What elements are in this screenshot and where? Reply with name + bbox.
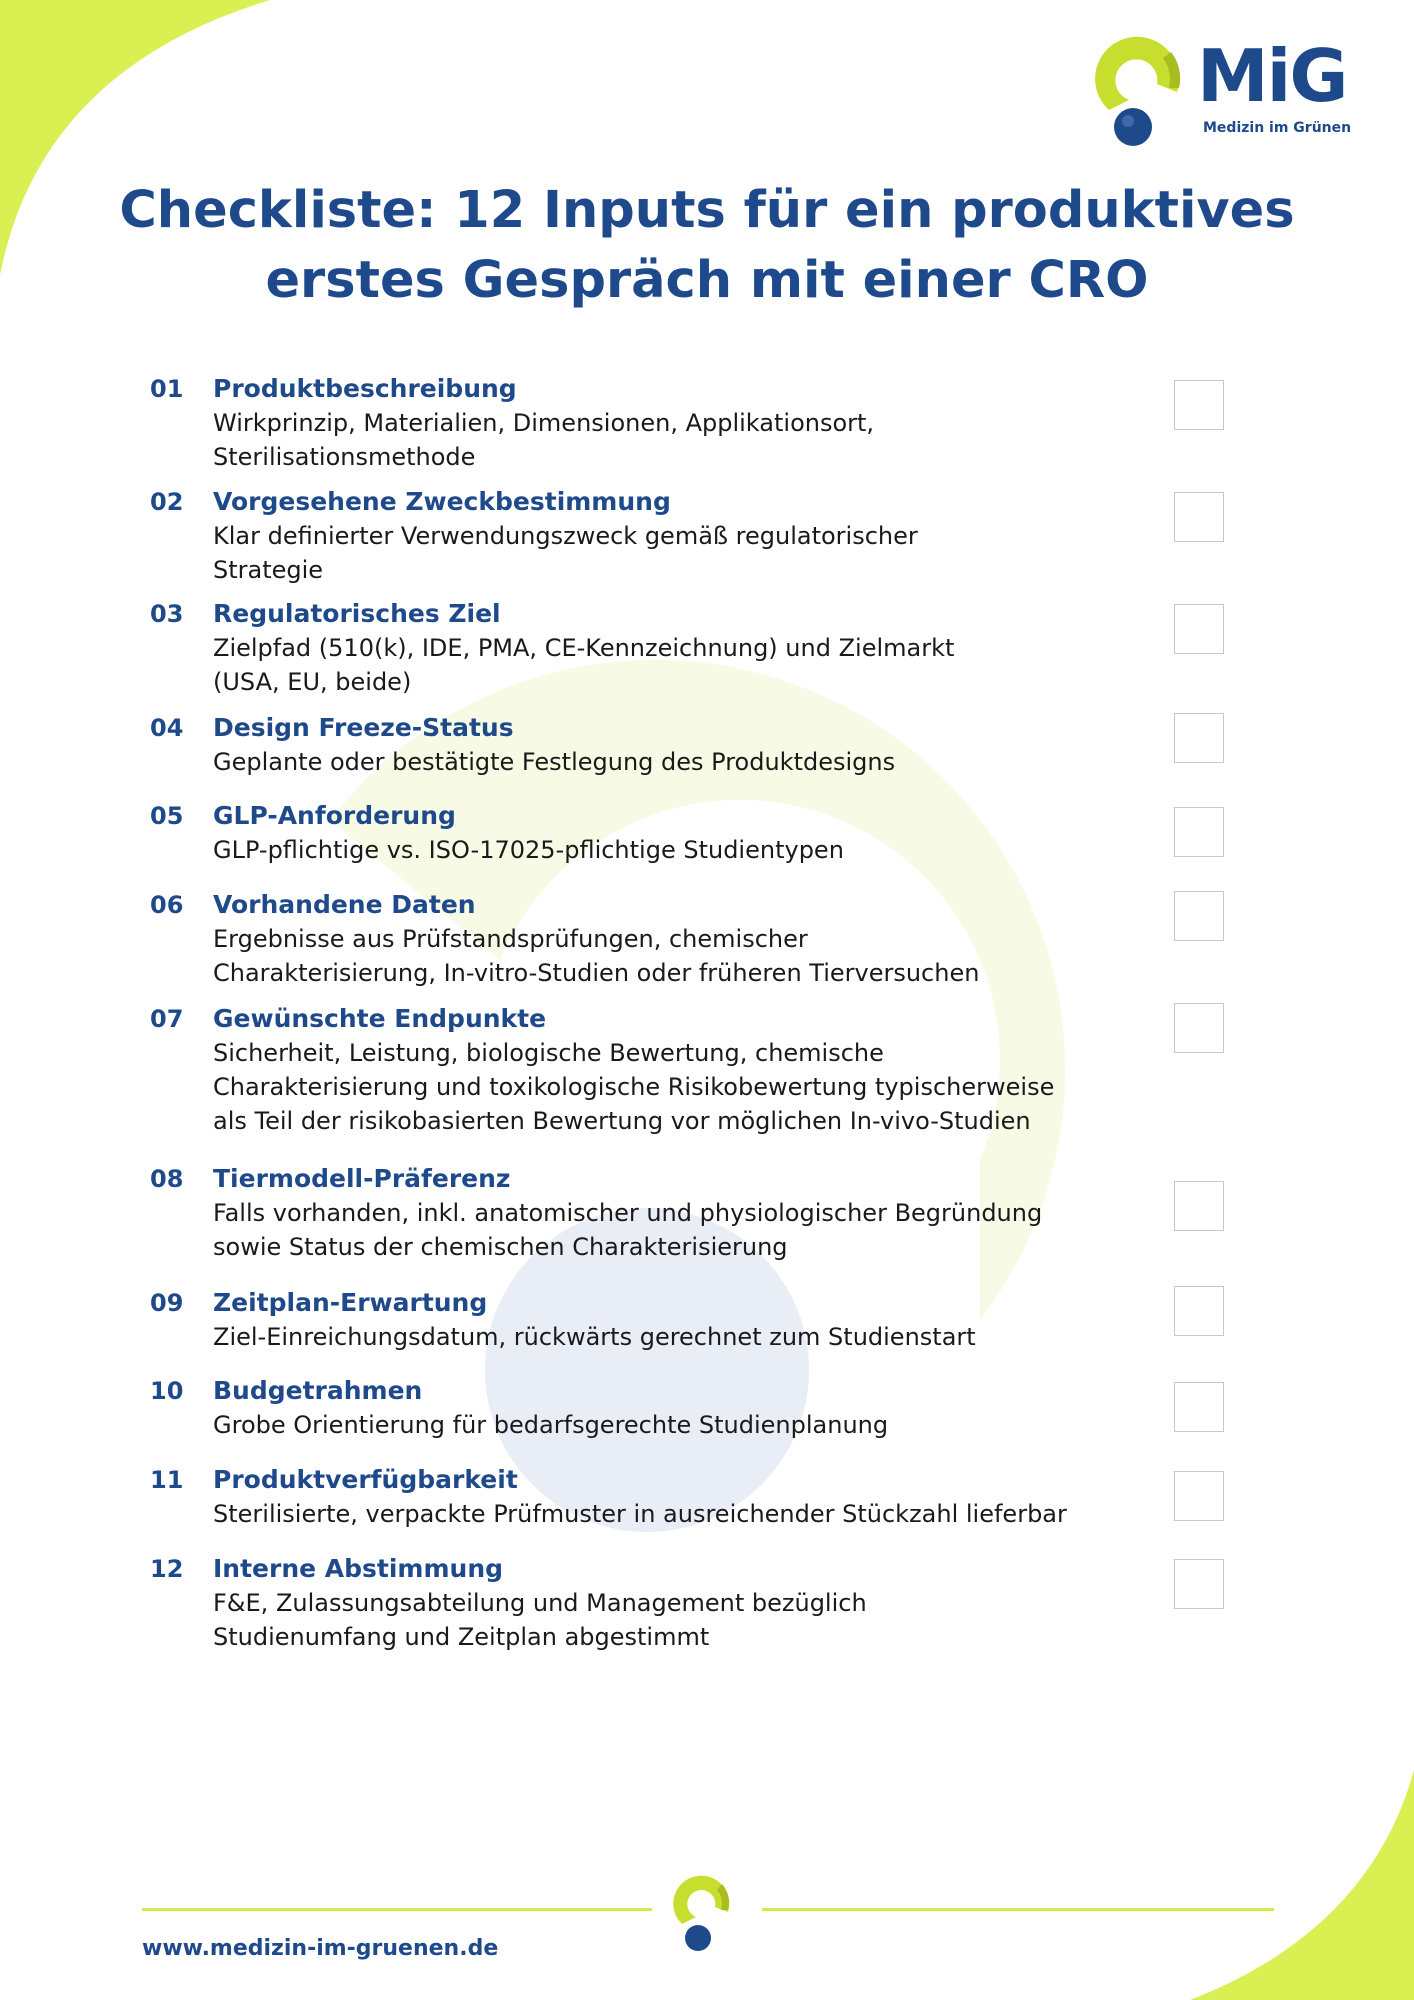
checkbox-05[interactable] — [1174, 807, 1224, 857]
item-description: Klar definierter Verwendungszweck gemäß regulatorischer Strategie — [213, 522, 918, 584]
item-description: Sicherheit, Leistung, biologische Bewertung, chemische Charakterisierung und toxikologische Risikobewertung typischerweise als Teil der risikobasierten Bewertung vor möglichen In-vivo-Studien — [213, 1039, 1055, 1135]
checkbox-06[interactable] — [1174, 891, 1224, 941]
item-number: 02 — [150, 488, 184, 516]
checkbox-02[interactable] — [1174, 492, 1224, 542]
checkbox-01[interactable] — [1174, 380, 1224, 430]
item-heading: Budgetrahmen — [213, 1376, 423, 1405]
item-heading: Interne Abstimmung — [213, 1554, 504, 1583]
logo-tagline: Medizin im Grünen — [1203, 120, 1352, 136]
page-title — [80, 176, 1334, 316]
footer-logo-mark-icon — [672, 1870, 738, 1954]
item-heading: Gewünschte Endpunkte — [213, 1004, 547, 1033]
item-description: Zielpfad (510(k), IDE, PMA, CE-Kennzeichnung) und Zielmarkt (USA, EU, beide) — [213, 634, 955, 696]
item-description: F&E, Zulassungsabteilung und Management bezüglich Studienumfang und Zeitplan abgestimmt — [213, 1589, 867, 1651]
item-description: Ergebnisse aus Prüfstandsprüfungen, chemischer Charakterisierung, In-vitro-Studien oder früheren Tierversuchen — [213, 925, 980, 987]
checkbox-07[interactable] — [1174, 1003, 1224, 1053]
item-number: 11 — [150, 1466, 184, 1494]
page-title-line-1: Checkliste: 12 Inputs für ein produktives — [119, 181, 1295, 240]
item-description: Geplante oder bestätigte Festlegung des Produktdesigns — [213, 748, 896, 776]
checkbox-04[interactable] — [1174, 713, 1224, 763]
item-number: 05 — [150, 802, 184, 830]
item-number: 09 — [150, 1289, 184, 1317]
item-number: 10 — [150, 1377, 184, 1405]
logo-wordmark: MiG — [1197, 34, 1347, 118]
item-description: Ziel-Einreichungsdatum, rückwärts gerechnet zum Studienstart — [213, 1323, 976, 1351]
item-description: Sterilisierte, verpackte Prüfmuster in ausreichender Stückzahl lieferbar — [213, 1500, 1067, 1528]
item-heading: Regulatorisches Ziel — [213, 599, 501, 628]
checkbox-09[interactable] — [1174, 1286, 1224, 1336]
footer-website-link[interactable]: www.medizin-im-gruenen.de — [142, 1936, 499, 1961]
checkbox-10[interactable] — [1174, 1382, 1224, 1432]
item-heading: GLP-Anforderung — [213, 801, 456, 830]
item-heading: Vorgesehene Zweckbestimmung — [213, 487, 671, 516]
item-heading: Vorhandene Daten — [213, 890, 476, 919]
item-heading: Produktbeschreibung — [213, 374, 517, 403]
item-number: 07 — [150, 1005, 184, 1033]
item-description: Falls vorhanden, inkl. anatomischer und physiologischer Begründung sowie Status der chemischen Charakterisierung — [213, 1199, 1043, 1261]
checkbox-12[interactable] — [1174, 1559, 1224, 1609]
item-description: Wirkprinzip, Materialien, Dimensionen, Applikationsort, Sterilisationsmethode — [213, 409, 875, 471]
item-number: 08 — [150, 1165, 184, 1193]
footer-divider-left — [142, 1908, 652, 1911]
item-description: Grobe Orientierung für bedarfsgerechte Studienplanung — [213, 1411, 889, 1439]
item-heading: Tiermodell-Präferenz — [213, 1164, 511, 1193]
checkbox-03[interactable] — [1174, 604, 1224, 654]
page-title-line-2: erstes Gespräch mit einer CRO — [265, 251, 1149, 310]
item-heading: Zeitplan-Erwartung — [213, 1288, 488, 1317]
item-heading: Design Freeze-Status — [213, 713, 514, 742]
footer-divider-right — [762, 1908, 1274, 1911]
item-number: 01 — [150, 375, 184, 403]
logo-mark-icon — [1095, 30, 1195, 150]
item-heading: Produktverfügbarkeit — [213, 1465, 518, 1494]
checkbox-11[interactable] — [1174, 1471, 1224, 1521]
checkbox-08[interactable] — [1174, 1181, 1224, 1231]
brand-logo — [1095, 30, 1355, 150]
corner-swoosh-bottom-right — [1190, 1770, 1414, 2000]
item-description: GLP-pflichtige vs. ISO-17025-pflichtige Studientypen — [213, 836, 844, 864]
item-number: 04 — [150, 714, 184, 742]
item-number: 03 — [150, 600, 184, 628]
item-number: 12 — [150, 1555, 184, 1583]
item-number: 06 — [150, 891, 184, 919]
